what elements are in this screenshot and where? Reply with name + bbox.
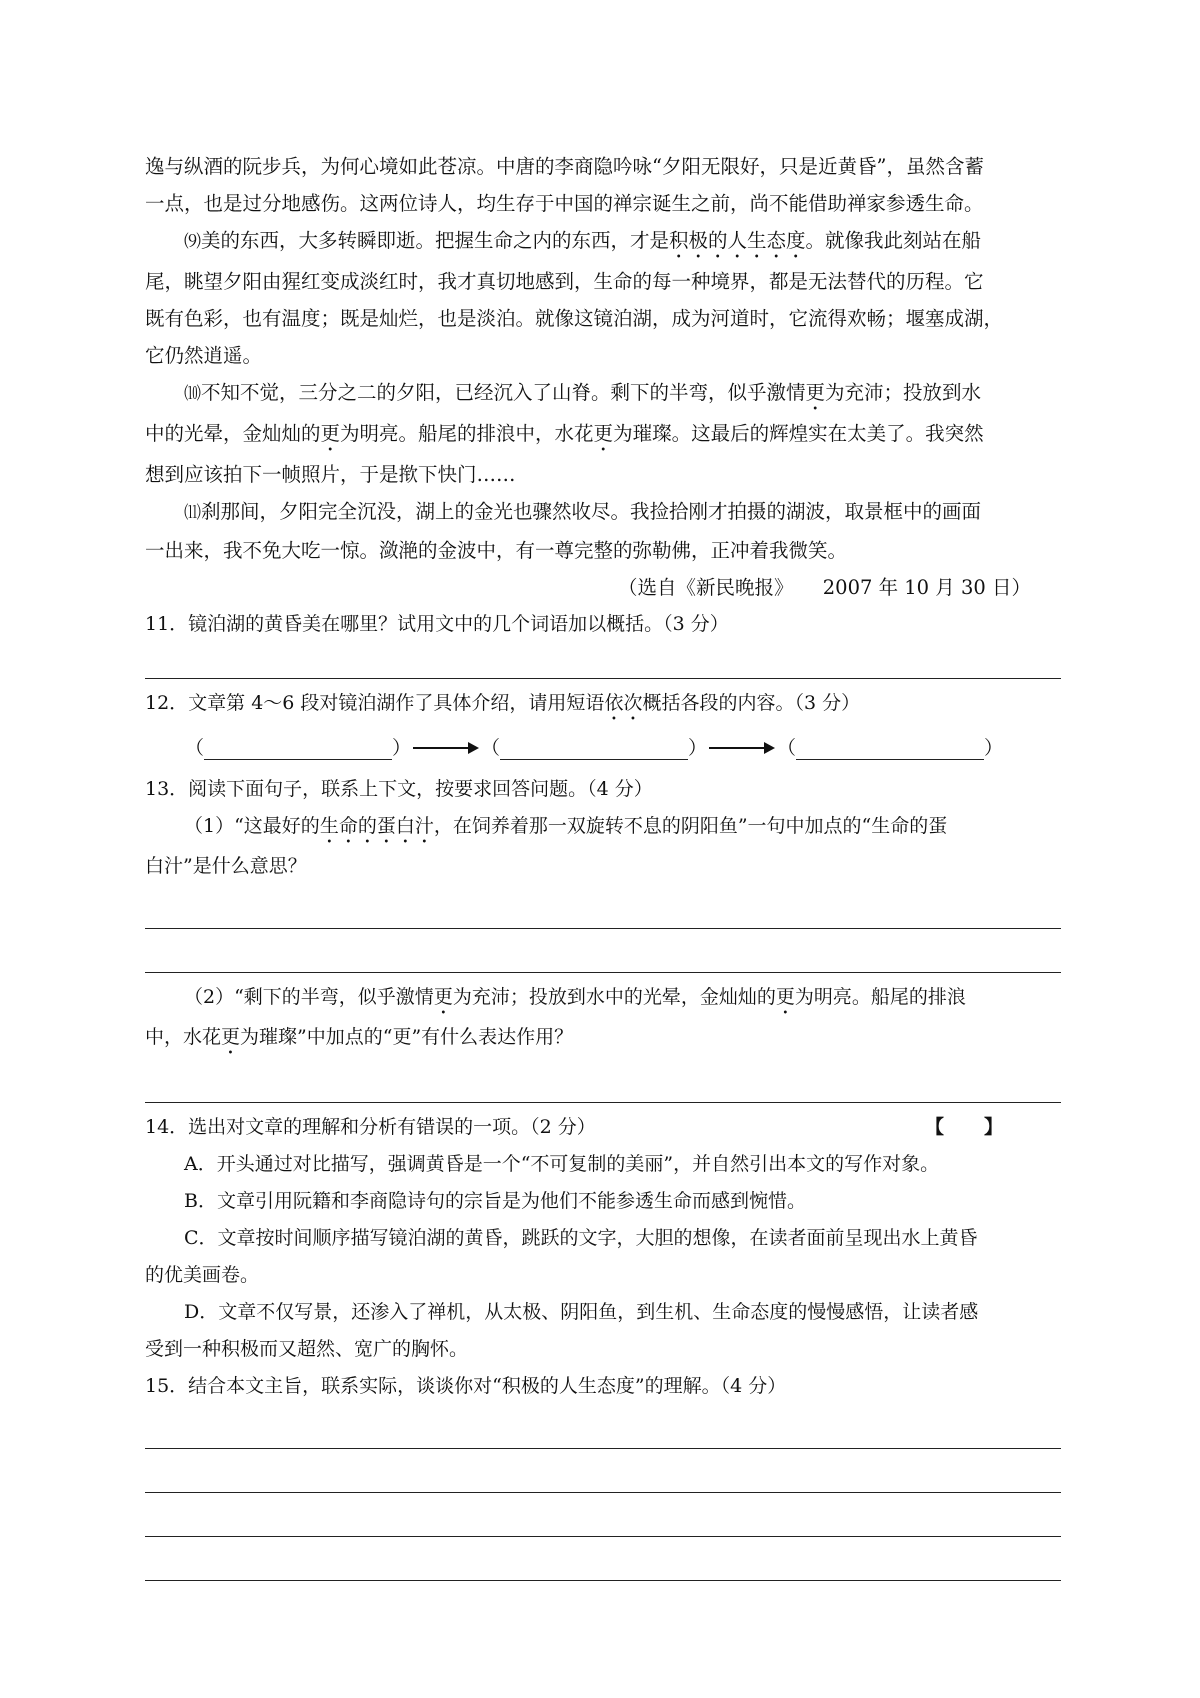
paragraph-10 (145, 374, 1061, 415)
passage-line: 既有色彩，也有温度；既是灿烂，也是淡泊。就像这镜泊湖，成为河道时，它流得欢畅；堰塞成湖， (145, 307, 1004, 330)
option-d-cont: 受到一种积极而又超然、宽广的胸怀。 (145, 1338, 469, 1360)
passage-line: 一点，也是过分地感伤。这两位诗人，均生存于中国的禅宗诞生之前，尚不能借助禅家参透生命。 (145, 192, 984, 215)
answer-line[interactable] (145, 1537, 1061, 1581)
option-b[interactable]: B．文章引用阮籍和李商隐诗句的宗旨是为他们不能参透生命而感到惋惜。 (184, 1190, 806, 1212)
passage-line: 它仍然逍遥。 (145, 344, 263, 367)
paren: ） (688, 737, 708, 759)
answer-blank-2[interactable] (481, 733, 707, 761)
paragraph-11 (145, 493, 1061, 532)
question-text: 为明亮。船尾的排浪 (794, 986, 966, 1008)
passage-text: 不知不觉，三分之二的夕阳，已经沉入了山脊。剩下的半弯，似乎激情 (201, 381, 806, 404)
question-text: （1）“这最好的 (184, 815, 320, 837)
answer-line[interactable] (145, 643, 1061, 679)
passage-text: 中的光晕，金灿灿的 (145, 422, 321, 445)
blank-underline[interactable] (204, 737, 392, 760)
passage-text: 为充沛；投放到水 (825, 381, 982, 404)
question-text: 概括各段的内容。（3 分） (642, 692, 861, 714)
answer-line[interactable] (145, 885, 1061, 929)
answer-blank-1[interactable] (185, 733, 411, 761)
question-13-2 (145, 979, 1061, 1019)
question-15: 15．结合本文主旨，联系实际，谈谈你对“积极的人生态度”的理解。（4 分） (145, 1375, 787, 1397)
dotted-phrase: 生命的蛋白汁 (319, 815, 434, 837)
paragraph-number: ⑼ (184, 232, 201, 252)
question-text: 为充沛；投放到水中的光晕，金灿灿的 (452, 986, 776, 1008)
dotted-char: 更 (805, 381, 826, 404)
passage-text: 美的东西，大多转瞬即逝。把握生命之内的东西，才是 (201, 229, 670, 252)
passage-text: 为明亮。船尾的排浪中，水花 (340, 422, 594, 445)
question-text: （2）“剩下的半弯，似乎激情 (184, 986, 434, 1008)
option-c[interactable]: C．文章按时间顺序描写镜泊湖的黄昏，跳跃的文字，大胆的想像，在读者面前呈现出水上黄昏 (184, 1227, 978, 1249)
question-13-1 (145, 808, 1061, 848)
question-text: 白汁”是什么意思？ (145, 855, 307, 877)
question-13: 13．阅读下面句子，联系上下文，按要求回答问题。（4 分） (145, 778, 653, 800)
blank-underline[interactable] (796, 737, 984, 760)
question-12 (145, 685, 1061, 725)
answer-bracket[interactable]: 【】 (924, 1116, 1043, 1138)
passage-line: 想到应该拍下一帧照片，于是揿下快门…… (145, 463, 516, 486)
dotted-char: 更 (320, 422, 341, 445)
question-text: 中，水花 (145, 1026, 222, 1048)
answer-line[interactable] (145, 1493, 1061, 1537)
option-d[interactable]: D．文章不仅写景，还渗入了禅机，从太极、阴阳鱼，到生机、生命态度的慢慢感悟，让读者感 (184, 1301, 979, 1323)
answer-line[interactable] (145, 1059, 1061, 1103)
passage-line: 尾，眺望夕阳由猩红变成淡红时，我才真切地感到，生命的每一种境界，都是无法替代的历程。它 (145, 270, 984, 293)
passage-line (145, 415, 1061, 456)
answer-line[interactable] (145, 1405, 1061, 1449)
passage-text: 刹那间，夕阳完全沉没，湖上的金光也骤然收尽。我捡拾刚才拍摄的湖波，取景框中的画面 (201, 500, 982, 523)
paren: ） (392, 737, 412, 759)
question-14 (145, 1109, 1061, 1146)
answer-line[interactable] (145, 929, 1061, 973)
paren: （ (185, 737, 205, 759)
paren: ） (984, 737, 1004, 759)
exam-page (145, 148, 1061, 1581)
question-11: 11．镜泊湖的黄昏美在哪里？试用文中的几个词语加以概括。（3 分） (145, 613, 729, 635)
question-text: 14．选出对文章的理解和分析有错误的一项。（2 分） (145, 1116, 596, 1138)
question-text (145, 1019, 1061, 1059)
question-text: 为璀璨”中加点的“更”有什么表达作用？ (240, 1026, 574, 1048)
paragraph-number: ⑽ (184, 384, 201, 404)
summary-flow (145, 725, 1061, 771)
passage-line: 逸与纵酒的阮步兵，为何心境如此苍凉。中唐的李商隐吟咏“夕阳无限好，只是近黄昏”，虽然含蓄 (145, 155, 984, 178)
answer-line[interactable] (145, 1449, 1061, 1493)
passage-text: 。就像我此刻站在船 (805, 229, 982, 252)
passage-text: 为璀璨。这最后的辉煌实在太美了。我突然 (613, 422, 984, 445)
answer-blank-3[interactable] (777, 733, 1003, 761)
paragraph-number: ⑾ (184, 503, 201, 523)
dotted-char: 更 (221, 1026, 241, 1048)
source-citation: （选自《新民晚报》 2007 年 10 月 30 日） (618, 576, 1031, 599)
option-a[interactable]: A．开头通过对比描写，强调黄昏是一个“不可复制的美丽”，并自然引出本文的写作对象。 (184, 1153, 940, 1175)
paragraph-9 (145, 222, 1061, 263)
paren: （ (481, 737, 501, 759)
blank-underline[interactable] (500, 737, 688, 760)
question-text: 12．文章第 4～6 段对镜泊湖作了具体介绍，请用短语 (145, 692, 605, 714)
question-text: ，在饲养着那一双旋转不息的阴阳鱼”一句中加点的“生命的蛋 (433, 815, 948, 837)
dotted-char: 更 (433, 986, 453, 1008)
dotted-char: 更 (593, 422, 614, 445)
arrow-right-icon (413, 747, 477, 749)
passage-line: 一出来，我不免大吃一惊。潋滟的金波中，有一尊完整的弥勒佛，正冲着我微笑。 (145, 539, 848, 562)
arrow-right-icon (709, 747, 773, 749)
option-c-cont: 的优美画卷。 (145, 1264, 260, 1286)
dotted-phrase: 积极的人生态度 (669, 229, 806, 252)
paren: （ (777, 737, 797, 759)
dotted-phrase: 依次 (604, 692, 643, 714)
dotted-char: 更 (775, 986, 795, 1008)
